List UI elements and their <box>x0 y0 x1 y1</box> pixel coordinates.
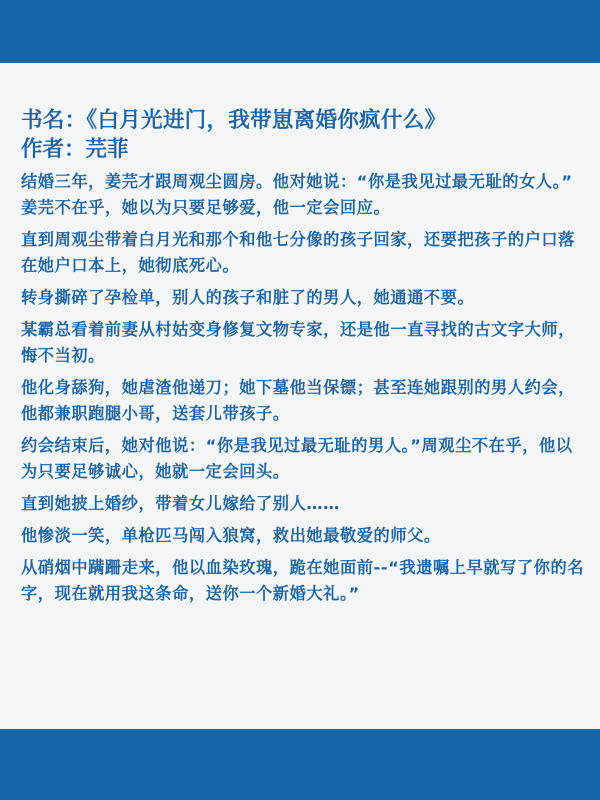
title-label: 书名： <box>21 108 87 133</box>
synopsis-paragraph: 他化身舔狗，她虐渣他递刀；她下墓他当保镖；甚至连她跟别的男人约会，他都兼职跑腿小哥，送套儿带孩子。 <box>21 378 575 423</box>
synopsis-paragraph: 结婚三年，姜芫才跟周观尘圆房。他对她说：“你是我见过最无耻的女人。” 姜芫不在乎，她以为只要足够爱，他一定会回应。 <box>21 172 573 217</box>
synopsis-paragraph: 某霸总看着前妻从村姑变身修复文物专家，还是他一直寻找的古文字大师，悔不当初。 <box>21 320 575 365</box>
author-name: 芫菲 <box>85 137 129 162</box>
synopsis-paragraph: 从硝烟中蹒跚走来，他以血染玫瑰，跪在她面前--“我遗嘱上早就写了你的名字，现在就用我这条命，送你一个新婚大礼。” <box>21 558 585 604</box>
author-label: 作者： <box>21 137 86 162</box>
title-text: 《白月光进门，我带崽离婚你疯什么》 <box>86 108 447 133</box>
book-title <box>21 107 588 134</box>
synopsis-paragraph: 约会结束后，她对他说：“你是我见过最无耻的男人。”周观尘不在乎，他以为只要足够诚心，她就一定会回头。 <box>21 436 573 481</box>
synopsis-paragraph: 他惨淡一笑，单枪匹马闯入狼窝，救出她最敬爱的师父。 <box>21 526 441 546</box>
top-banner <box>0 0 600 63</box>
synopsis-paragraph: 转身撕碎了孕检单，别人的孩子和脏了的男人，她通通不要。 <box>21 287 475 307</box>
text-card <box>0 63 600 729</box>
bottom-banner <box>0 729 600 800</box>
book-author <box>21 136 588 163</box>
synopsis-paragraph: 直到她披上婚纱，带着女儿嫁给了别人…… <box>21 494 340 514</box>
synopsis-paragraph: 直到周观尘带着白月光和那个和他七分像的孩子回家，还要把孩子的户口落在她户口本上，她彻底死心。 <box>21 229 575 275</box>
